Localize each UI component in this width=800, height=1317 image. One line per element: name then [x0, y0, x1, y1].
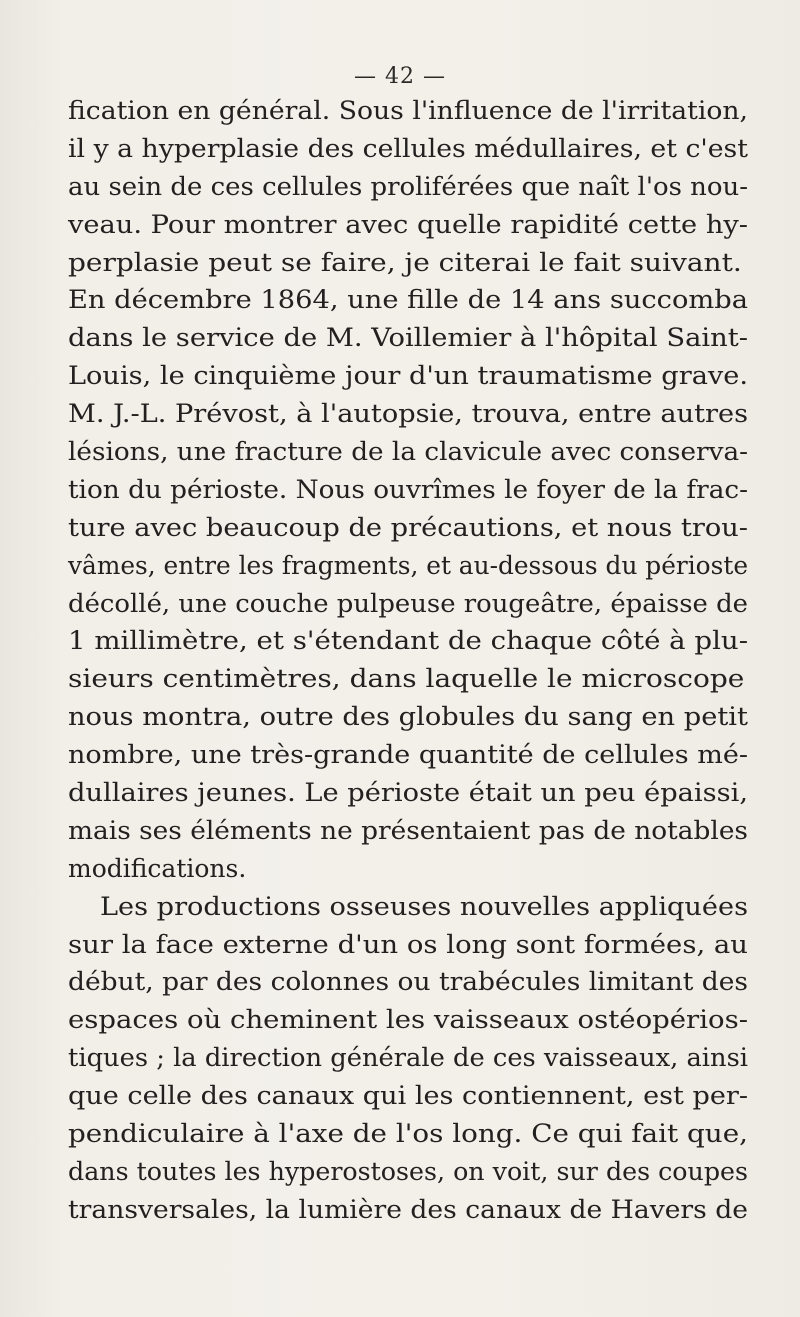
text-line: modifications. [68, 853, 247, 883]
paragraph-start-line: Les productions osseuses nouvelles appliquées [100, 891, 749, 921]
text-line: nombre, une très-grande quantité de cellules mé- [68, 740, 749, 770]
text-line: transversales, la lumière des canaux de Havers de [68, 1194, 748, 1224]
text-line: ture avec beaucoup de précautions, et nous trou- [68, 512, 748, 542]
text-line: fication en général. Sous l'influence de l'irritation, [68, 96, 749, 125]
text-line: que celle des canaux qui les contiennent, est per- [68, 1081, 748, 1111]
text-line: nous montra, outre des globules du sang en petit [68, 702, 748, 732]
text-line: mais ses éléments ne présentaient pas de notables [68, 815, 748, 845]
text-line: décollé, une couche pulpeuse rougeâtre, épaisse de [68, 588, 749, 618]
text-line: tion du périoste. Nous ouvrîmes le foyer de la frac- [68, 474, 748, 504]
text-line: lésions, une fracture de la clavicule avec conserva- [68, 437, 749, 467]
body-text [68, 92, 748, 1229]
text-line: 1 millimètre, et s'étendant de chaque côté à plu- [68, 626, 749, 656]
text-line: pendiculaire à l'axe de l'os long. Ce qui fait que, [68, 1119, 748, 1149]
text-line: En décembre 1864, une fille de 14 ans succomba [68, 285, 748, 315]
text-line: veau. Pour montrer avec quelle rapidité cette hy- [68, 209, 749, 239]
text-line: espaces où cheminent les vaisseaux ostéopérios- [68, 1005, 749, 1035]
text-line: tiques ; la direction générale de ces vaisseaux, ainsi [68, 1043, 749, 1073]
text-line: il y a hyperplasie des cellules médullaires, et c'est [68, 133, 748, 163]
text-line: dans le service de M. Voillemier à l'hôpital Saint- [68, 323, 749, 353]
text-line: vâmes, entre les fragments, et au-dessous du périoste [68, 550, 749, 580]
text-line: dans toutes les hyperostoses, on voit, sur des coupes [68, 1156, 749, 1186]
page-number: — 42 — [354, 64, 446, 89]
text-line: perplasie peut se faire, je citerai le fait suivant. [68, 247, 742, 277]
text-line: sur la face externe d'un os long sont formées, au [68, 929, 749, 959]
text-line: Louis, le cinquième jour d'un traumatisme grave. [68, 361, 749, 391]
text-line: au sein de ces cellules proliférées que naît l'os nou- [68, 171, 749, 201]
text-line: début, par des colonnes ou trabécules limitant des [68, 967, 749, 997]
text-line: M. J.-L. Prévost, à l'autopsie, trouva, entre autres [68, 399, 749, 429]
text-line: dullaires jeunes. Le périoste était un peu épaissi, [68, 778, 749, 808]
text-line: sieurs centimètres, dans laquelle le microscope [68, 664, 745, 694]
